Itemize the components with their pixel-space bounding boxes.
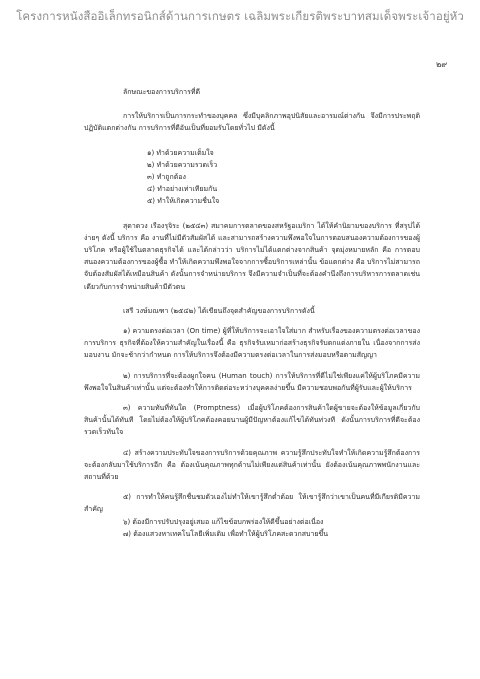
list-item: ๓) ความทันที่ทันใด (Promptness) เมื่อผู้บริโภคต้องการสินค้าใดผู้ขายจะต้องให้ข้อมูลเกี่ยวกับสินค้านั้นได้ทันที โดยไม่ต้องให้ผู้บริโภคต้องคอยนานผู้มีปัญหาต้องแก้ไขได้ทันท่วงที ดังนั้นการบริการที่ดีจะต้องรวดเร็วทันใจ (84, 404, 420, 437)
list-item: ๔) ทำอย่างเท่าเทียมกัน (147, 185, 218, 194)
section-title: ลักษณะของการบริการที่ดี (123, 88, 201, 96)
list-item: ๕) การทำให้คนรู้สึกชื่นชมตัวเองไม่ทำให้เขารู้สึกต่ำต้อย ให้เขารู้สึกว่าเขาเป็นคนที่มีเกียรติมีความสำคัญ (84, 493, 420, 514)
list-item: ๕) ทำให้เกิดความชื่นใจ (147, 197, 220, 206)
list-item: ๑) ทำด้วยความเต็มใจ (147, 148, 214, 157)
document-body (84, 86, 420, 540)
running-header: โครงการหนังสืออิเล็กทรอนิกส์ด้านการเกษตร เฉลิมพระเกียรติพระบาทสมเด็จพระเจ้าอยู่หัว (16, 9, 464, 23)
page-number: ๒๙ (436, 60, 448, 69)
list-item: ๒) ทำด้วยความรวดเร็ว (147, 160, 218, 169)
definition-paragraph: สุดาดวง เรืองรุจิระ (๒๕๔๓) สมาคมการตลาดของสหรัฐอเมริกา ได้ให้คำนิยามของบริการ ที่สรุปได้ง่ายๆ ดังนี้ บริการ คือ งานที่ไม่มีตัวสัมผัสได้ และสามารถสร้างความพึงพอใจในการตอบสนองความต้องการของผู้บริโภค หรือผู้ใช้ในตลาดธุรกิจได้ และได้กล่าวว่า บริการไม่ได้แตกต่างจากสินค้า จุดมุ่งหมายหลัก คือ การตอบสนองความต้องการของผู้ซื้อ ทำให้เกิดความพึงพอใจจากการซื้อบริการเหล่านั้น ข้อแตกต่าง คือ บริการไม่สามารถจับต้องสัมผัสได้เหมือนสินค้า ดังนั้นการจำหน่ายบริการ จึงมีความจำเป็นที่จะต้องคำนึงถึงการบริหารการตลาดเช่นเดียวกับการจำหน่ายสินค้ามีตัวตน (84, 221, 420, 291)
service-quality-list (84, 147, 420, 208)
key-points-list (84, 325, 420, 540)
key-points-intro: เสรี วงษ์มณฑา (๒๕๔๒) ได้เขียนถึงจุดสำคัญของการบริการดังนี้ (123, 306, 315, 315)
list-item: ๒) การบริการที่จะต้องผูกใจคน (Human touch) การให้บริการที่ดีไม่ใช่เพียงแค่ให้ผู้บริโภคมีความพึงพอใจในสินค้าเท่านั้น แต่จะต้องทำให้การติดต่อระหว่างบุคคลง่ายขึ้น มีความชอบพอกันที่ผู้รับและผู้ให้บริการ (84, 371, 420, 392)
list-item: ๑) ความตรงต่อเวลา (On time) ผู้ที่ให้บริการจะเอาใจใส่มาก สำหรับเรื่องของความตรงต่อเวลาของการบริการ ธุรกิจที่ต้องให้ความสำคัญในเรื่องนี้ คือ ธุรกิจรับเหมาก่อสร้างธุรกิจรับตกแต่งภายใน เนื่องจากการส่งมอบงาน มักจะช้ากว่ากำหนด การให้บริการจึงต้องมีความตรงต่อเวลาในการส่งมอบหรือตามสัญญา (84, 327, 420, 360)
intro-paragraph: การให้บริการเป็นการกระทำของบุคคล ซึ่งมีบุคลิกภาพอุปนิสัยและอารมณ์ต่างกัน จึงมีการประพฤติปฏิบัติแตกต่างกัน การบริการที่ดีอันเป็นที่ยอมรับโดยทั่วไป มีดังนี้ (84, 112, 420, 133)
list-item: ๖) ต้องมีการปรับปรุงอยู่เสมอ แก้ไขข้อบกพร่องให้ดีขึ้นอย่างต่อเนื่อง (123, 517, 324, 526)
list-item: ๓) ทำถูกต้อง (147, 173, 186, 182)
list-item: ๔) สร้างความประทับใจของการบริการด้วยคุณภาพ ความรู้สึกประทับใจทำให้เกิดความรู้สึกต้องการจะต้องกลับมาใช้บริการอีก คือ ต้องเน้นคุณภาพทุกด้านไม่เพียงแต่สินค้าเท่านั้น ยังต้องเน้นคุณภาพพนักงานและสถานที่ด้วย (84, 448, 420, 482)
list-item: ๗) ต้องแสวงหาเทคโนโลยีเพิ่มเติม เพื่อทำให้ผู้บริโภคสะดวกสบายขึ้น (123, 529, 329, 538)
